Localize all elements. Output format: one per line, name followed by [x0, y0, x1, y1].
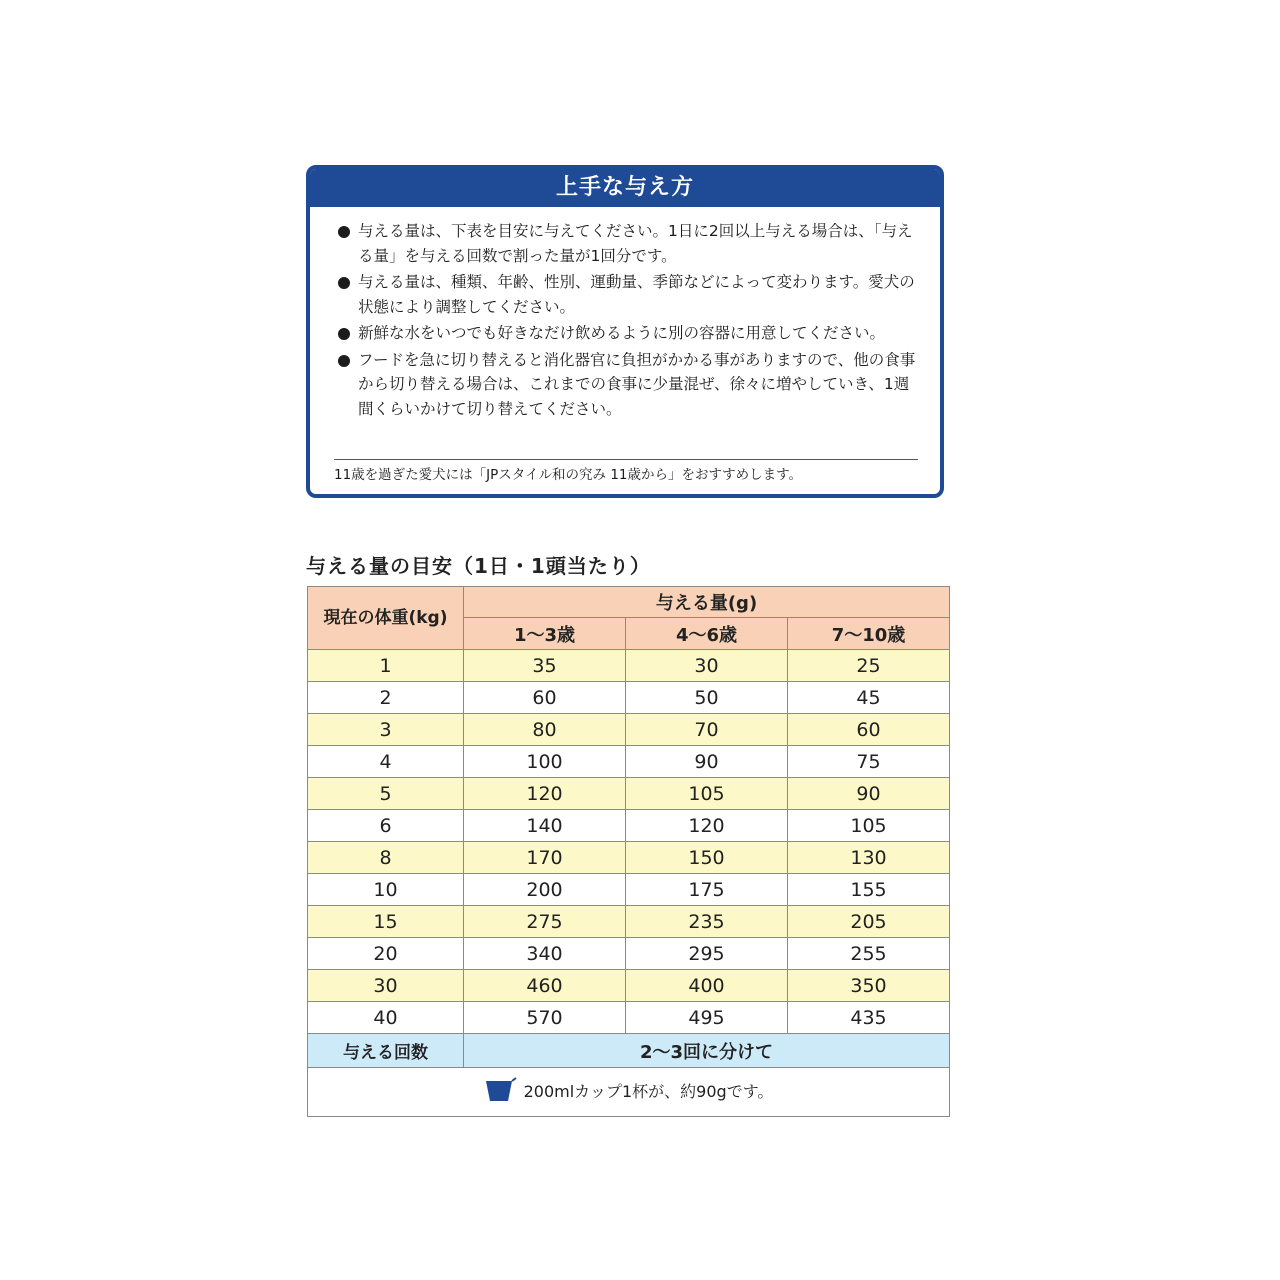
amount-cell: 90	[788, 778, 950, 810]
table-row	[308, 746, 950, 778]
measuring-cup-icon	[484, 1077, 518, 1103]
cup-note-text: 200mlカップ1杯が、約90gです。	[523, 1081, 774, 1101]
amount-cell: 60	[788, 714, 950, 746]
table-row	[308, 714, 950, 746]
amount-cell: 400	[626, 970, 788, 1002]
amount-cell: 60	[464, 682, 626, 714]
guide-item-switch-food	[338, 348, 918, 422]
amount-cell: 70	[626, 714, 788, 746]
amount-cell: 30	[626, 650, 788, 682]
amount-cell: 100	[464, 746, 626, 778]
table-row	[308, 874, 950, 906]
amount-cell: 105	[626, 778, 788, 810]
guide-item-text: 与える量は、下表を目安に与えてください。1日に2回以上与える場合は、「与える量」を与える回数で割った量が1回分です。	[358, 222, 913, 265]
age-header-4-6: 4〜6歳	[626, 618, 788, 650]
feeding-table-title: 与える量の目安（1日・1頭当たり）	[306, 554, 651, 578]
table-row	[308, 778, 950, 810]
amount-cell: 340	[464, 938, 626, 970]
amount-cell: 25	[788, 650, 950, 682]
weight-cell: 8	[308, 842, 464, 874]
feeding-amount-table	[307, 586, 950, 1117]
amount-cell: 435	[788, 1002, 950, 1034]
amount-cell: 175	[626, 874, 788, 906]
amount-cell: 170	[464, 842, 626, 874]
amount-cell: 205	[788, 906, 950, 938]
amount-cell: 105	[788, 810, 950, 842]
weight-cell: 4	[308, 746, 464, 778]
feeding-times-label: 与える回数	[308, 1034, 464, 1068]
weight-cell: 6	[308, 810, 464, 842]
amount-cell: 495	[626, 1002, 788, 1034]
guide-senior-note: 11歳を過ぎた愛犬には「JPスタイル和の究み 11歳から」をおすすめします。	[334, 467, 803, 483]
table-row	[308, 906, 950, 938]
cup-note-cell	[308, 1068, 950, 1117]
amount-cell: 75	[788, 746, 950, 778]
bullet-icon	[338, 328, 350, 340]
table-row	[308, 1002, 950, 1034]
weight-cell: 20	[308, 938, 464, 970]
guide-item-text: フードを急に切り替えると消化器官に負担がかかる事がありますので、他の食事から切り替える場合は、これまでの食事に少量混ぜ、徐々に増やしていき、1週間くらいかけて切り替えてください。	[358, 350, 916, 418]
table-row	[308, 842, 950, 874]
guide-item-text: 与える量は、種類、年齢、性別、運動量、季節などによって変わります。愛犬の状態により調整してください。	[358, 273, 915, 316]
cup-note-row	[308, 1068, 950, 1117]
feeding-times-value: 2〜3回に分けて	[464, 1034, 950, 1068]
weight-column-header: 現在の体重(kg)	[308, 587, 464, 650]
amount-cell: 50	[626, 682, 788, 714]
age-header-7-10: 7〜10歳	[788, 618, 950, 650]
amount-cell: 200	[464, 874, 626, 906]
amount-column-header: 与える量(g)	[464, 587, 950, 618]
bullet-icon	[338, 226, 350, 238]
weight-cell: 5	[308, 778, 464, 810]
weight-cell: 3	[308, 714, 464, 746]
table-row	[308, 970, 950, 1002]
guide-item-adjust	[338, 270, 918, 319]
weight-cell: 10	[308, 874, 464, 906]
weight-cell: 2	[308, 682, 464, 714]
amount-cell: 130	[788, 842, 950, 874]
weight-cell: 15	[308, 906, 464, 938]
table-row	[308, 938, 950, 970]
age-header-1-3: 1〜3歳	[464, 618, 626, 650]
guide-item-water	[338, 321, 918, 346]
amount-cell: 350	[788, 970, 950, 1002]
feeding-guide-box	[306, 165, 944, 498]
feeding-guide-title: 上手な与え方	[310, 169, 940, 207]
guide-divider	[334, 459, 918, 460]
amount-cell: 120	[464, 778, 626, 810]
amount-cell: 275	[464, 906, 626, 938]
cup-note	[484, 1077, 774, 1103]
amount-cell: 150	[626, 842, 788, 874]
weight-cell: 40	[308, 1002, 464, 1034]
amount-cell: 120	[626, 810, 788, 842]
weight-cell: 1	[308, 650, 464, 682]
feeding-guide-list	[310, 207, 940, 421]
amount-cell: 570	[464, 1002, 626, 1034]
guide-item-text: 新鮮な水をいつでも好きなだけ飲めるように別の容器に用意してください。	[358, 324, 886, 342]
table-row	[308, 682, 950, 714]
amount-cell: 235	[626, 906, 788, 938]
guide-item-amount	[338, 219, 918, 268]
amount-cell: 255	[788, 938, 950, 970]
weight-cell: 30	[308, 970, 464, 1002]
amount-cell: 45	[788, 682, 950, 714]
amount-cell: 80	[464, 714, 626, 746]
feeding-times-row	[308, 1034, 950, 1068]
amount-cell: 90	[626, 746, 788, 778]
table-row	[308, 810, 950, 842]
table-row	[308, 650, 950, 682]
amount-cell: 140	[464, 810, 626, 842]
bullet-icon	[338, 277, 350, 289]
amount-cell: 35	[464, 650, 626, 682]
bullet-icon	[338, 355, 350, 367]
amount-cell: 155	[788, 874, 950, 906]
amount-cell: 460	[464, 970, 626, 1002]
amount-cell: 295	[626, 938, 788, 970]
